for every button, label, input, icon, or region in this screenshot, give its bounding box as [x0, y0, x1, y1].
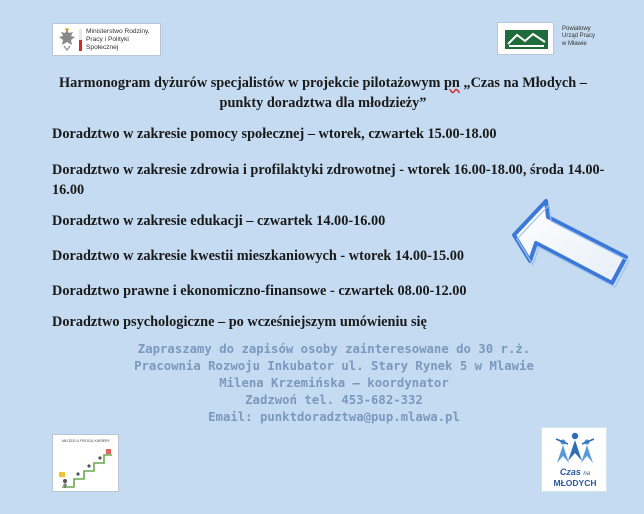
career-stairs-icon: [56, 447, 116, 491]
schedule-item-psychological: Doradztwo psychologiczne – po wcześniejszym umówieniu się: [52, 314, 427, 330]
polish-flag-icon: [79, 29, 82, 51]
schedule-item-housing: Doradztwo w zakresie kwestii mieszkaniowych - wtorek 14.00-15.00: [52, 248, 465, 264]
contact-address: Pracownia Rozwoju Inkubator ul. Stary Rynek 5 w Mlawie: [134, 359, 534, 373]
arrow-up-left-icon: [500, 195, 630, 313]
logo-word-mlodych: MŁODYCH: [553, 478, 597, 488]
contact-info: [60, 341, 608, 426]
spellcheck-marked-word: pn: [443, 75, 460, 91]
pup-name: Powiatowy Urząd Pracy w Mławie: [562, 26, 596, 47]
pup-logo: [497, 22, 554, 55]
schedule-item-legal-financial: Doradztwo prawne i ekonomiczno-finansowe - czwartek 08.00-12.00: [52, 283, 467, 299]
czas-na-mlodych-logo: [541, 427, 607, 492]
schedule-item-health: Doradztwo w zakresie zdrowia i profilaktyki zdrowotnej - wtorek 16.00-18.00, środa 14.00-16.00: [52, 162, 605, 198]
ministry-logo: [52, 23, 161, 56]
schedule-item-education: Doradztwo w zakresie edukacji – czwartek 14.00-16.00: [52, 213, 386, 229]
contact-email: Email: punktdoradztwa@pup.mlawa.pl: [208, 410, 460, 424]
pup-logo-icon: [505, 30, 548, 49]
stairs-caption: MŁODZI U PROGU KARIERY: [61, 439, 111, 443]
contact-phone: Zadzwoń tel. 453-682-332: [245, 393, 423, 407]
career-stairs-logo: [52, 434, 119, 492]
polish-eagle-icon: [57, 28, 77, 52]
ministry-name: Ministerstwo Rodziny, Pracy i Polityki Społecznej: [86, 28, 150, 51]
contact-coordinator: Milena Krzemińska – koordynator: [219, 376, 449, 390]
schedule-item-social: Doradztwo w zakresie pomocy społecznej – wtorek, czwartek 15.00-18.00: [52, 126, 497, 142]
contact-invitation: Zapraszamy do zapisów osoby zainteresowane do 30 r.ż.: [137, 342, 531, 356]
people-figures-icon: [554, 431, 596, 467]
page-title: Harmonogram dyżurów specjalistów w projekcie pilotażowym pn „Czas na Młodych – punkty doradztwa dla młodzieży”: [59, 75, 587, 111]
logo-word-czas: Czas na: [559, 467, 591, 477]
